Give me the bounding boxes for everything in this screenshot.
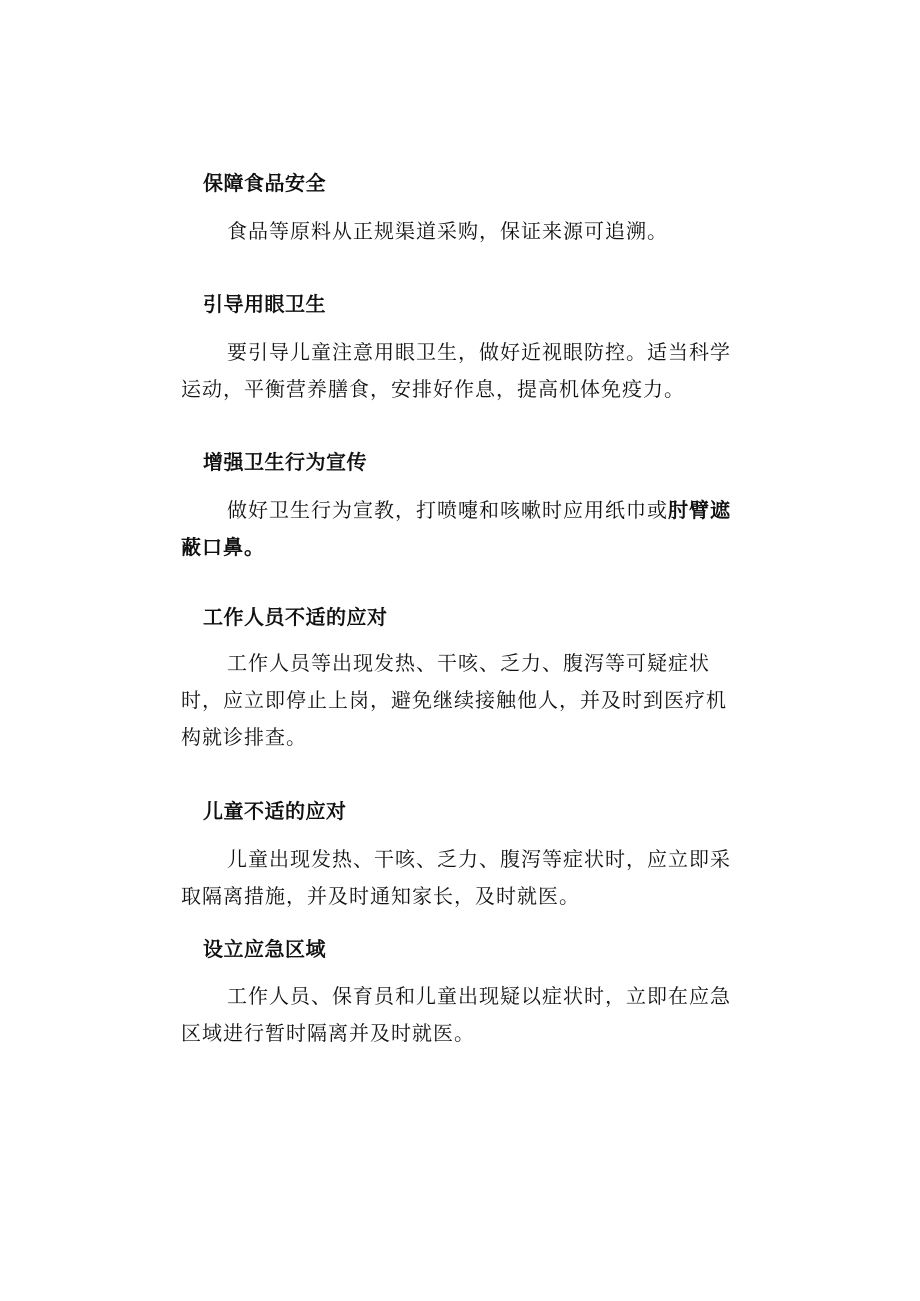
section-body-text: 儿童出现发热、干咳、乏力、腹泻等症状时，应立即采取隔离措施，并及时通知家长，及时就医。	[181, 847, 731, 908]
section-body-child-illness	[181, 841, 743, 915]
section-body-text: 做好卫生行为宣教，打喷嚏和咳嗽时应用纸巾或	[227, 498, 668, 522]
section-body-food-safety	[181, 213, 743, 250]
section-heading-staff-illness: 工作人员不适的应对	[203, 605, 388, 629]
section-body-eye-hygiene	[181, 334, 743, 408]
section-body-hygiene-promotion	[181, 492, 743, 566]
section-heading-eye-hygiene: 引导用眼卫生	[203, 292, 326, 316]
section-body-text: 工作人员、保育员和儿童出现疑以症状时，立即在应急区域进行暂时隔离并及时就医。	[181, 984, 731, 1045]
section-heading-child-illness: 儿童不适的应对	[203, 799, 347, 823]
section-body-text: 食品等原料从正规渠道采购，保证来源可追溯。	[227, 219, 668, 243]
section-heading-hygiene-promotion: 增强卫生行为宣传	[203, 450, 367, 474]
section-heading-food-safety: 保障食品安全	[203, 171, 326, 195]
section-body-emphasis: 肘臂遮蔽口鼻。	[181, 498, 731, 559]
section-body-text: 工作人员等出现发热、干咳、乏力、腹泻等可疑症状时，应立即停止上岗，避免继续接触他人，并及时到医疗机构就诊排查。	[181, 651, 727, 749]
section-body-text: 要引导儿童注意用眼卫生，做好近视眼防控。适当科学运动，平衡营养膳食，安排好作息，提高机体免疫力。	[181, 340, 731, 401]
section-body-staff-illness	[181, 645, 743, 756]
section-body-emergency-area	[181, 978, 743, 1052]
section-heading-emergency-area: 设立应急区域	[203, 937, 326, 961]
